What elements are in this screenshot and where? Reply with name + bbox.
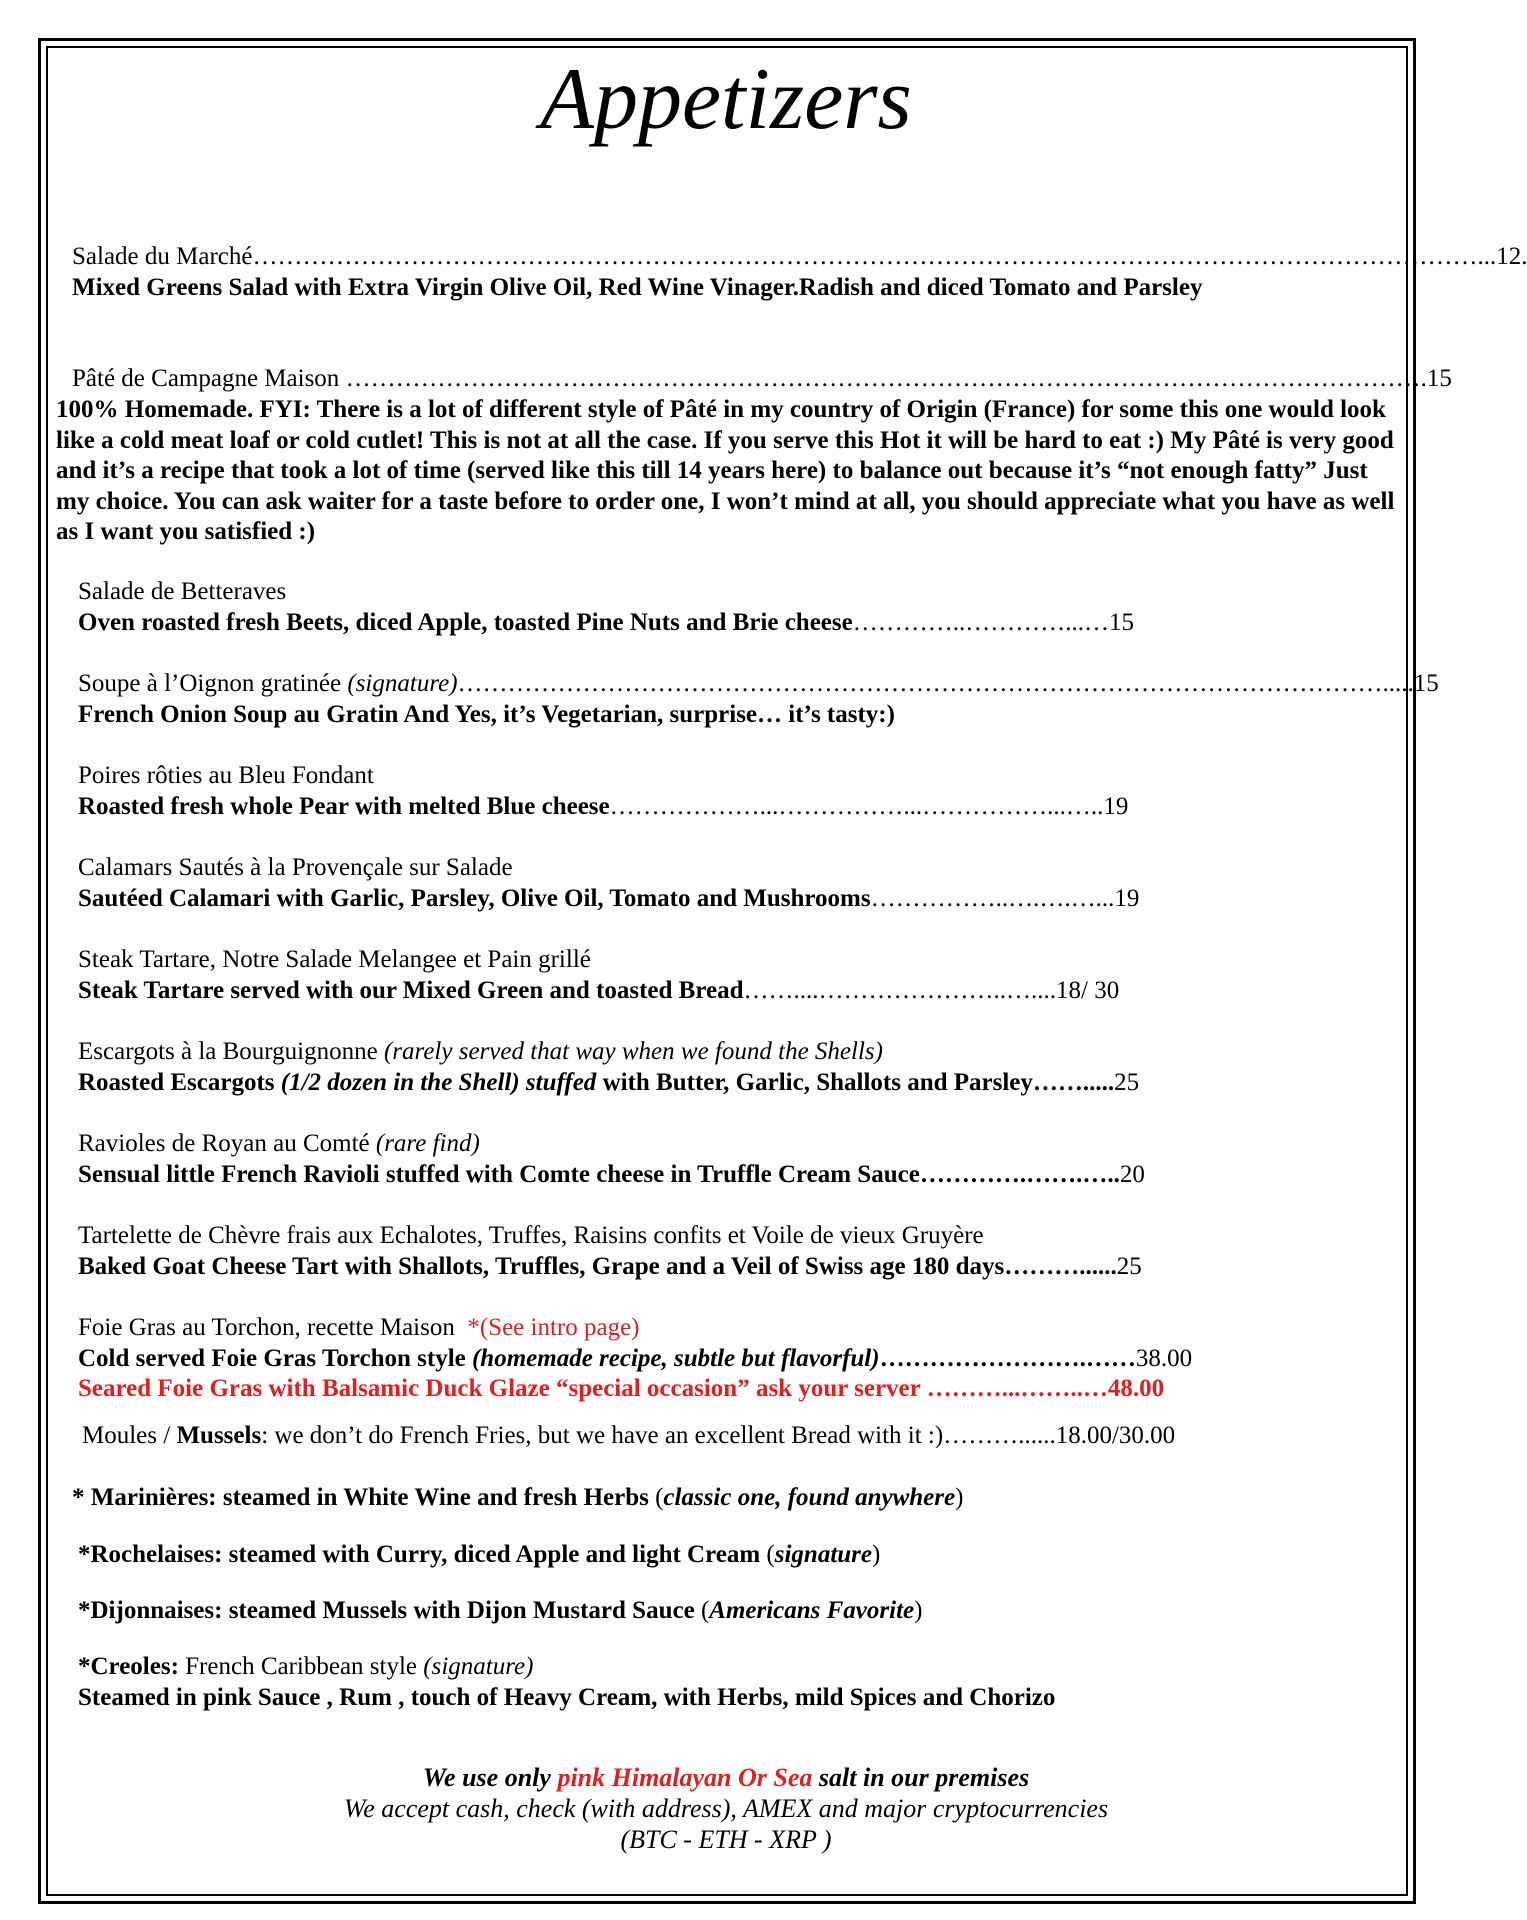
moules-price: 18.00/30.00: [1055, 1422, 1176, 1449]
item-ravioles: [78, 1129, 1145, 1190]
dot-leader: ………......: [943, 1422, 1056, 1449]
item-price: 18/ 30: [1056, 976, 1120, 1004]
moules-marinieres: * Marinières: steamed in White Wine and fresh Herbs (classic one, found anywhere): [72, 1484, 964, 1511]
item-name: Salade de Betteraves: [78, 578, 287, 605]
moules-header: [82, 1421, 1175, 1452]
moules-label-bold: Mussels: [176, 1422, 262, 1449]
item-description-note: (homemade recipe, subtle but flavorful): [471, 1344, 880, 1372]
item-name: Escargots à la Bourguignonne: [78, 1038, 378, 1065]
item-pate: [72, 364, 1452, 395]
variant-label: * Marinières: steamed in White Wine and fresh Herbs: [72, 1484, 649, 1511]
variant-label: *Creoles:: [78, 1653, 179, 1680]
item-price: 25: [1116, 1252, 1142, 1280]
salt-text-highlight: pink Himalayan Or Sea: [557, 1763, 813, 1792]
item-escargots: [78, 1037, 1139, 1098]
variant-label: *Dijonnaises: steamed Mussels with Dijon Mustard Sauce: [78, 1597, 695, 1624]
seared-description: Seared Foie Gras with Balsamic Duck Glaze “special occasion” ask your server: [78, 1375, 921, 1402]
moules-text: : we don’t do French Fries, but we have an excellent Bread with it :): [261, 1422, 944, 1449]
dot-leader: ………………...……………...……………...…..: [609, 792, 1104, 820]
page-title: Appetizers: [540, 51, 912, 148]
item-description: Cold served Foie Gras Torchon style: [78, 1344, 466, 1372]
item-price: 19: [1103, 792, 1129, 820]
item-name: Pâté de Campagne Maison: [72, 365, 340, 392]
item-price: 15: [1426, 365, 1452, 392]
item-name: Calamars Sautés à la Provençale sur Salade: [78, 854, 513, 881]
salt-text-a: We use only: [422, 1763, 551, 1792]
item-salade-marche: [72, 242, 1527, 303]
item-note: (rarely served that way when we found the Shells): [383, 1038, 883, 1065]
item-price: 15: [1413, 670, 1439, 697]
item-foie-gras: [78, 1313, 1192, 1405]
item-poires: [78, 761, 1128, 822]
item-note: (rare find): [375, 1130, 480, 1157]
dot-leader: ………….…….…..: [919, 1160, 1120, 1188]
moules-rochelaises: *Rochelaises: steamed with Curry, diced Apple and light Cream (signature): [78, 1541, 881, 1568]
moules-dijonnaises: *Dijonnaises: steamed Mussels with Dijon Mustard Sauce (Americans Favorite): [78, 1597, 923, 1624]
moules-label: Moules /: [82, 1422, 171, 1449]
item-calamars: [78, 853, 1139, 914]
item-description: Sensual little French Ravioli stuffed with Comte cheese in Truffle Cream Sauce: [78, 1160, 920, 1188]
dot-leader: …………………….……: [879, 1344, 1136, 1372]
moules-creoles: [78, 1652, 1055, 1713]
variant-style: French Caribbean style: [185, 1653, 418, 1680]
item-price: 12.: [1496, 243, 1527, 270]
item-name: Salade du Marché: [72, 243, 253, 270]
item-price: 20: [1119, 1160, 1145, 1188]
item-price: 15: [1108, 608, 1134, 636]
variant-note: Americans Favorite: [709, 1597, 915, 1624]
footer: [0, 1762, 1452, 1855]
item-description: Baked Goat Cheese Tart with Shallots, Truffles, Grape and a Veil of Swiss age 180 days: [78, 1252, 1005, 1280]
item-name: Poires rôties au Bleu Fondant: [78, 762, 374, 789]
dot-leader: ……………..….….…...: [870, 884, 1115, 912]
variant-description: Steamed in pink Sauce , Rum , touch of Heavy Cream, with Herbs, mild Spices and Chorizo: [78, 1683, 1056, 1711]
item-description-rest: with Butter, Garlic, Shallots and Parsley: [602, 1068, 1033, 1096]
dot-leader: …….....: [1032, 1068, 1115, 1096]
dot-leader: ………...……..…: [920, 1375, 1108, 1402]
payment-note: We accept cash, check (with address), AMEX and major cryptocurrencies: [343, 1794, 1109, 1823]
dot-leader: ………………………………………………………………………………………………….....: [457, 670, 1414, 697]
item-name: Steak Tartare, Notre Salade Melangee et Pain grillé: [78, 946, 591, 973]
dot-leader: ……....…………………..…....: [743, 976, 1057, 1004]
item-price: 19: [1114, 884, 1140, 912]
item-description-note: (1/2 dozen in the Shell) stuffed: [280, 1068, 597, 1096]
item-description-pate: 100% Homemade. FYI: There is a lot of different style of Pâté in my country of Origin (France) for some this one would look like a cold meat loaf or cold cutlet! This is not at all the case. If you serve this Hot it will be hard to eat :) My Pâté is very good and it’s a recipe that took a lot of time (served like this till 14 years here) to balance out because it’s “not enough fatty” Just my choice. You can ask waiter for a taste before to order one, I won’t mind at all, you should appreciate what you have as well as I want you satisfied :): [56, 396, 1395, 545]
salt-text-c: salt in our premises: [818, 1763, 1030, 1792]
variant-note: (signature): [423, 1653, 534, 1680]
item-tartare: [78, 945, 1119, 1006]
item-price: 38.00: [1135, 1344, 1193, 1372]
crypto-note: (BTC - ETH - XRP ): [620, 1825, 832, 1854]
dot-leader: …………..…………...…: [852, 608, 1109, 636]
dot-leader: …………………………………………………………………………………………………………………………………...: [252, 243, 1497, 270]
intro-note: *(See intro page): [467, 1314, 640, 1341]
variant-note: signature: [774, 1541, 873, 1568]
variant-note: classic one, found anywhere: [663, 1484, 956, 1511]
item-soupe: [78, 669, 1439, 730]
dot-leader: ………………………………………………………………………………………………………………….: [339, 365, 1427, 392]
salt-note: [0, 1762, 1452, 1793]
item-name: Ravioles de Royan au Comté: [78, 1130, 370, 1157]
dot-leader: ………......: [1004, 1252, 1117, 1280]
item-name: Foie Gras au Torchon, recette Maison: [78, 1314, 455, 1341]
item-description: Mixed Greens Salad with Extra Virgin Olive Oil, Red Wine Vinager.Radish and diced Tomato and Parsley: [72, 273, 1203, 301]
item-description: Roasted Escargots: [78, 1068, 275, 1096]
item-betteraves: [78, 577, 1134, 638]
item-description: Steak Tartare served with our Mixed Green and toasted Bread: [78, 976, 744, 1004]
item-description: Sautéed Calamari with Garlic, Parsley, Olive Oil, Tomato and Mushrooms: [78, 884, 871, 912]
item-price: 25: [1114, 1068, 1140, 1096]
item-note: (signature): [347, 670, 458, 697]
item-description: French Onion Soup au Gratin And Yes, it’s Vegetarian, surprise… it’s tasty:): [78, 700, 895, 728]
variant-label: *Rochelaises: steamed with Curry, diced Apple and light Cream: [78, 1541, 761, 1568]
item-name: Soupe à l’Oignon gratinée: [78, 670, 342, 697]
item-description: Oven roasted fresh Beets, diced Apple, toasted Pine Nuts and Brie cheese: [78, 608, 853, 636]
item-description: Roasted fresh whole Pear with melted Blue cheese: [78, 792, 610, 820]
seared-price: 48.00: [1107, 1375, 1165, 1402]
item-name: Tartelette de Chèvre frais aux Echalotes, Truffes, Raisins confits et Voile de vieux Gruyère: [78, 1222, 984, 1249]
item-tartelette: [78, 1221, 1142, 1282]
